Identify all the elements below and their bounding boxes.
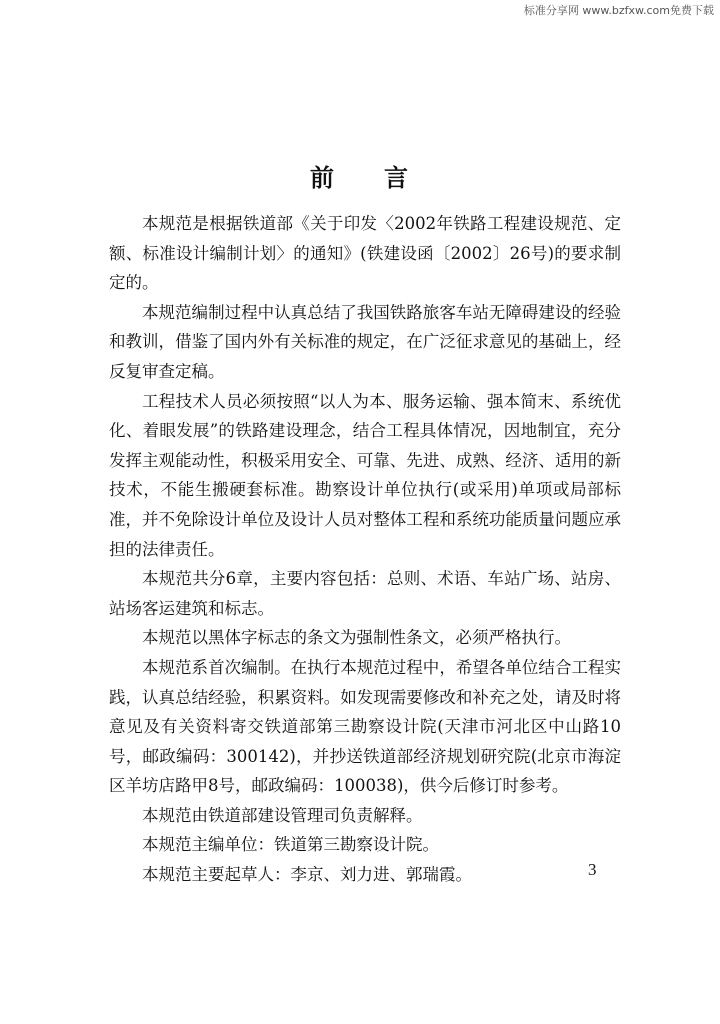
paragraph-3: 工程技术人员必须按照“以人为本、服务运输、强本简末、系统优化、着眼发展”的铁路建设理念，结合工程具体情况，因地制宜，充分发挥主观能动性，积极采用安全、可靠、先进、成熟、经济、适用的新技术，不能生搬硬套标准。勘察设计单位执行(或采用)单项或局部标准，并不免除设计单位及设计人员对整体工程和系统功能质量问题应承担的法律责任。 — [109, 391, 621, 559]
paragraph-7: 本规范由铁道部建设管理司负责解释。 — [142, 805, 423, 825]
paragraph-4: 本规范共分6章，主要内容包括：总则、术语、车站广场、站房、站场客运建筑和标志。 — [109, 569, 621, 618]
title-char-2: 言 — [384, 163, 410, 192]
paragraph-1: 本规范是根据铁道部《关于印发〈2002年铁路工程建设规范、定额、标准设计编制计划〉的通知》(铁建设函〔2002〕26号)的要求制定的。 — [109, 214, 621, 293]
paragraph-2: 本规范编制过程中认真总结了我国铁路旅客车站无障碍建设的经验和教训，借鉴了国内外有关标准的规定，在广泛征求意见的基础上，经反复审查定稿。 — [109, 302, 621, 381]
page-number: 3 — [588, 860, 597, 879]
paragraph-8: 本规范主编单位：铁道第三勘察设计院。 — [142, 835, 439, 855]
paragraph-9: 本规范主要起草人：李京、刘力进、郭瑞霞。 — [142, 865, 472, 885]
title-char-1: 前 — [310, 163, 336, 192]
page-title — [0, 158, 720, 193]
watermark-text: 标准分享网 www.bzfxw.com免费下载 — [523, 4, 714, 17]
paragraph-5: 本规范以黑体字标志的条文为强制性条文，必须严格执行。 — [142, 628, 571, 648]
paragraph-6: 本规范系首次编制。在执行本规范过程中，希望各单位结合工程实践，认真总结经验，积累资料。如发现需要修改和补充之处，请及时将意见及有关资料寄交铁道部第三勘察设计院(天津市河北区中山路10号，邮政编码：300142)，并抄送铁道部经济规划研究院(北京市海淀区羊坊店路甲8号，邮政编码：100038)，供今后修订时参考。 — [109, 657, 621, 796]
preface-body — [109, 209, 621, 890]
